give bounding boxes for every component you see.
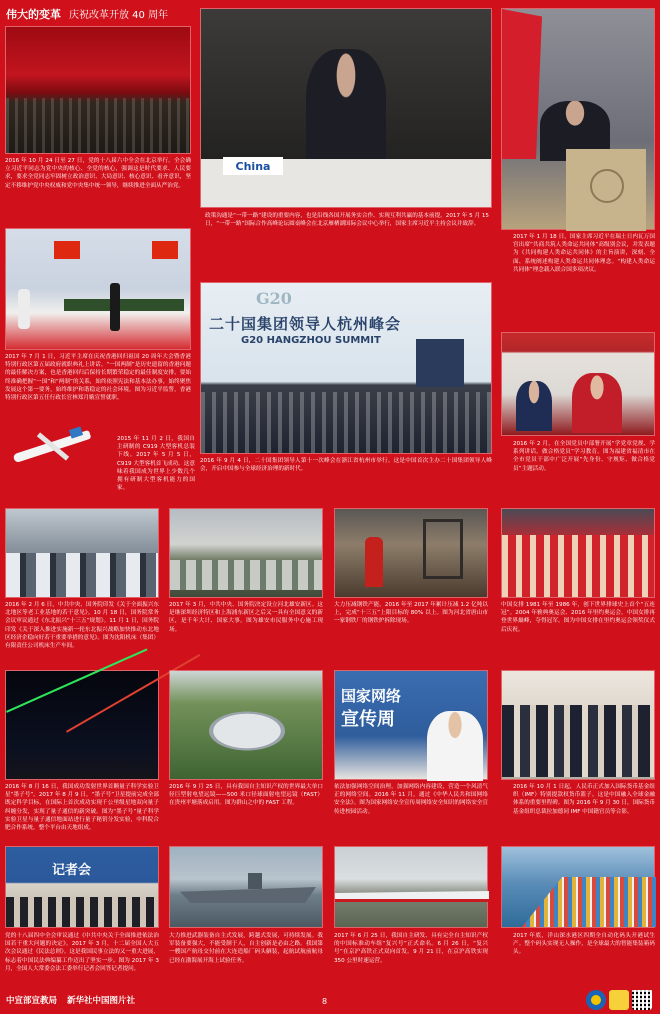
page-title: 伟大的变革 xyxy=(6,8,61,21)
photo-xiongan-construction xyxy=(169,508,323,598)
press-conference-board: 记者会 xyxy=(52,863,92,878)
country-nameplate: China xyxy=(223,157,283,175)
cybersecurity-board-line1: 国家网络 xyxy=(341,687,402,705)
g20-banner-english: G20 HANGZHOU SUMMIT xyxy=(241,335,381,346)
photo-steel-capacity-cut xyxy=(334,508,488,598)
photo-mozi-quantum-satellite xyxy=(5,670,159,780)
caption-aircraft-carrier: 大力推进武器装备自主式发展，跨越式发展，可持续发展。我军装备要强大，不能受制于人，自主创新是必由之路。我国第一艘国产航母交付前在大连造船厂码头舾装，起航试航前航母已经在渤海展开海上试验任务。 xyxy=(169,933,323,964)
caption-geneva-speech: 2017 年 1 月 18 日，国家主席习近平在瑞士日内瓦万国宫出席“共商共筑人类命运共同体”高级别会议，并发表题为《共同构建人类命运共同体》的主旨演讲，深刻、全面、系统阐述构建人类命运共同体理念。“构建人类命运共同体”理念载入联合国多项决议。 xyxy=(513,234,655,273)
caption-fuxing-train: 2017 年 6 月 25 日，我国自主研发、具有完全自主知识产权的中国标准动车组“复兴号”正式命名。6 月 26 日，“复兴号”在京沪高铁正式双向首发。9 月 21 日，在京沪高铁实现 350 公里时速运营。 xyxy=(334,933,488,964)
photo-womens-volleyball xyxy=(501,508,655,598)
caption-belt-and-road-roundtable: 政策沟通是“一带一路”建设的重要内容，也是沿线各国开展务实合作、实现互利共赢的基本前提。2017 年 5 月 15 日，“一带一路”国际合作高峰论坛圆桌峰会在北京雁栖湖国际会议中心举行，国家主席习近平主持会议并致辞。 xyxy=(205,213,489,228)
caption-fast-telescope: 2016 年 9 月 25 日，具有我国自主知识产权的世界最大单口径巨型射电望远镜——500 米口径球面射电望远镜（FAST）在贵州平塘落成启用。图为群山之中的 FAST 工程。 xyxy=(169,784,323,807)
caption-cybersecurity-week: 依法加强网络空间治理，加强网络内容建设，营造一个风清气正的网络空间。2016 年 11 月，通过《中华人民共和国网络安全法》。图为国家网络安全宣传周网络安全知识的网络安全宣传进校园活动。 xyxy=(334,784,488,815)
caption-imf-sdr: 2016 年 10 月 1 日起，人民币正式加入国际货币基金组织（IMF）特别提款权货币篮子。这是中国融入全球金融体系的重要里程碑。图为 2016 年 9 月 30 日，国际货币基金组织总裁拉加德同 IMF 中国籍官员等合影。 xyxy=(513,784,655,815)
caption-press-conference: 党的十八届四中全会审议通过《中共中央关于全面推进依法治国若干重大问题的决定》。2017 年 3 月，十二届全国人大五次会议通过《民法总则》。这是我国民事立法的又一重大进展，标志着中国民法典编纂工作迈出了坚实一步。图为 2017 年 3 月，全国人大常委会法工委举行记者会回答记者提问。 xyxy=(5,933,159,972)
g20-banner-chinese: 二十国集团领导人杭州峰会 xyxy=(209,315,402,333)
page-subtitle: 庆祝改革开放 40 周年 xyxy=(69,10,169,21)
photo-cybersecurity-week xyxy=(334,670,488,780)
caption-womens-volleyball: 中国女排 1981 年至 1986 年，创下世界排球史上首个“五连冠”。2004 年雅典奥运会、2016 年里约奥运会，中国女排再登世界巅峰，夺得冠军。图为中国女排在里约奥运会领奖仪式后庆祝。 xyxy=(501,602,655,633)
cybersecurity-board-line2: 宣传周 xyxy=(341,709,395,730)
caption-g20-hangzhou: 2016 年 9 月 4 日，二十国集团领导人第十一次峰会在浙江省杭州市举行。这是中国首次主办二十国集团领导人峰会，开启中国参与全球经济治理的新时代。 xyxy=(200,458,492,473)
c919-airplane-image xyxy=(10,420,96,476)
footer-org-publicity-dept: 中宣部宣教局 xyxy=(6,996,58,1006)
caption-mozi-quantum-satellite: 2016 年 8 月 16 日，我国成功发射世界首颗量子科学实验卫星“墨子号”。2017 年 8 月 9 日，“墨子号”卫星提前完成全部既定科学目标，在国际上首次成功实现千公里级星地双向量子纠缠分发，实现了量子通信的新突破。图为“墨子号”量子科学实验卫星与量子通信地面站进行量子秘钥分发实验，中科院合肥合作系统，整个平台由天地组成。 xyxy=(5,784,159,832)
photo-imf-sdr xyxy=(501,670,655,780)
qr-code-icon xyxy=(632,990,652,1010)
photo-party-study-activity xyxy=(501,332,655,436)
emblem-logo-icon xyxy=(586,990,606,1010)
caption-c919-airplane: 2015 年 11 月 2 日，我国自主研制的 C919 大型客机总装下线。2017 年 5 月 5 日，C919 大型客机首飞成功。这意味着我国成为世界上少数几个拥有研制大型客机能力的国家。 xyxy=(117,436,195,492)
photo-fast-telescope xyxy=(169,670,323,780)
photo-hong-kong-oath xyxy=(5,228,191,350)
caption-xiongan-construction: 2017 年 3 月，中共中央、国务院决定设立河北雄安新区。这是继深圳经济特区和上海浦东新区之后又一具有全国意义的新区，是千年大计、国家大事。图为雄安市民服务中心施工现场。 xyxy=(169,602,323,633)
photo-plenary-session xyxy=(5,26,191,154)
photo-fuxing-train xyxy=(334,846,488,928)
page-number: 8 xyxy=(322,997,328,1006)
photo-shenyang-machine-tool xyxy=(5,508,159,598)
photo-geneva-speech xyxy=(501,8,655,230)
badge-logo-icon xyxy=(609,990,629,1010)
footer-icons xyxy=(586,990,652,1010)
caption-plenary-session: 2016 年 10 月 24 日至 27 日，党的十八届六中全会在北京举行。全会确立习近平同志为党中央的核心、全党的核心，强调这是时代要求、人民要求，要求全党同志牢固树立政治意识、大局意识、核心意识、看齐意识，坚定不移维护党中央权威和党中央集中统一领导，继续推进全面从严治党。 xyxy=(5,158,191,189)
photo-press-conference xyxy=(5,846,159,928)
caption-yangshan-port: 2017 年底，洋山深水港区四期全自动化码头开港试生产。整个码头实现无人操作，是全球最大的智能集装箱码头。 xyxy=(513,933,655,956)
caption-party-study-activity: 2016 年 2 月，在全国党员中部署开展“学党章党规、学系列讲话，做合格党员”学习教育。图为福建省福清市在全市党员干部中广泛开展“先身份、守规矩、做合格党员”主题活动。 xyxy=(513,441,655,472)
footer-org-xinhua: 新华社中国图片社 xyxy=(67,996,136,1006)
page-header xyxy=(6,6,168,24)
photo-yangshan-port xyxy=(501,846,655,928)
photo-aircraft-carrier xyxy=(169,846,323,928)
photo-belt-and-road-roundtable xyxy=(200,8,492,208)
photo-g20-hangzhou xyxy=(200,282,492,454)
caption-hong-kong-oath: 2017 年 7 月 1 日，习近平主席在庆祝香港回归祖国 20 周年大会暨香港特别行政区第五届政府就职典礼上讲话。“一国两制”是历史遗留的香港问题的最佳解决方案，也是香港回归后保持长期繁荣稳定的最佳制度安排。要始终准确把握“一国”和“两制”的关系，始终依照宪法和基本法办事，始终聚焦发展这个第一要务，始终维护和谐稳定的社会环境。图为习近平监誓，香港特别行政区第五任行政长官林郑月娥宣誓就职。 xyxy=(5,354,191,402)
footer-publishers xyxy=(6,994,135,1006)
caption-steel-capacity-cut: 大力压减钢铁产能。2016 年至 2017 年累计压减 1.2 亿吨以上，完成“十三五”上限目标的 80% 以上。图为河北省唐山市一家钢铁厂的钢铁炉拆除现场。 xyxy=(334,602,488,625)
g20-logo: G20 xyxy=(256,289,292,308)
caption-shenyang-machine-tool: 2016 年 2 月 6 日，中共中央、国务院印发《关于全面振兴东北地区等老工业基地的若干意见》。10 月 18 日，国务院常务会议审议通过《东北振兴“十三五”规划》。11 月 1 日，国务院印发《关于深入推进实施新一轮东北振兴战略加快推动东北地区经济企稳向好若干重要举措的意见》。图为沈阳机床（集团）有限责任公司机床生产车间。 xyxy=(5,602,159,650)
